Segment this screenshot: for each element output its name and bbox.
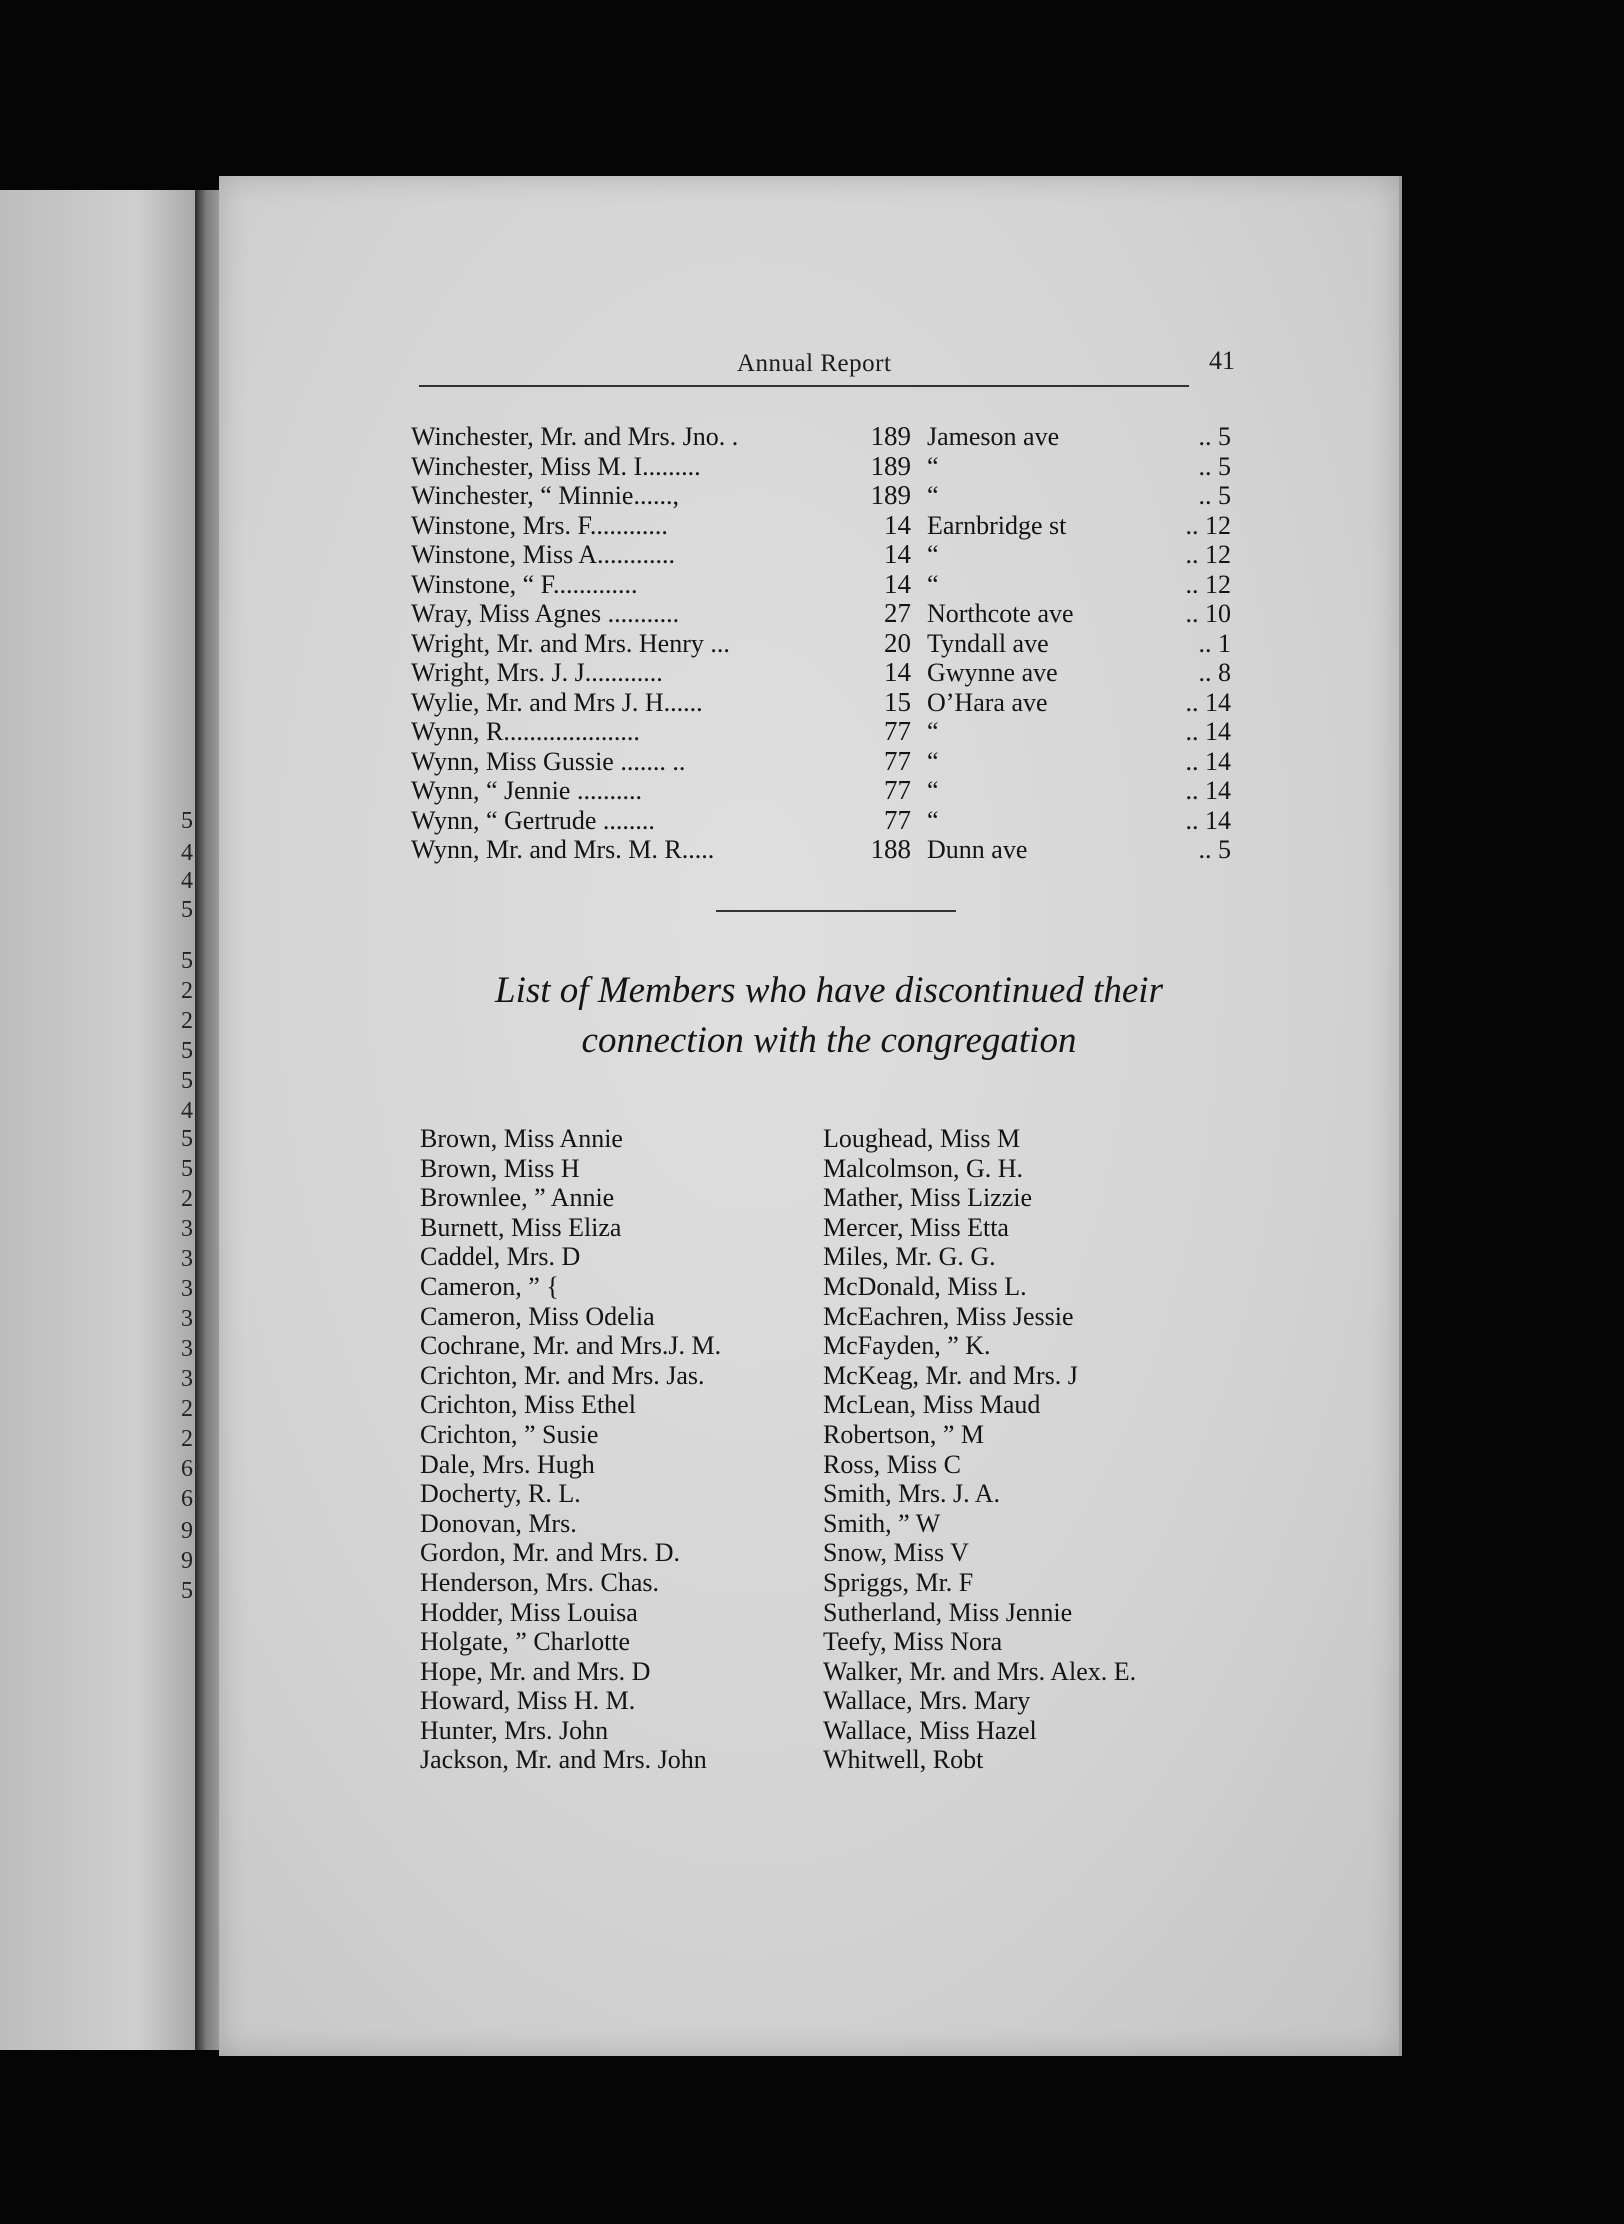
member-name: Wray, Miss Agnes ........... <box>411 599 680 628</box>
house-number: 27 <box>884 598 911 628</box>
discontinued-member: Ross, Miss C <box>823 1449 961 1479</box>
street-name: “ <box>927 481 939 510</box>
discontinued-member: McDonald, Miss L. <box>823 1271 1027 1301</box>
discontinued-member: Robertson, ” M <box>823 1419 985 1449</box>
house-number: 77 <box>884 804 911 835</box>
ward-number: .. 14 <box>1185 776 1231 805</box>
member-name: Winstone, “ F............. <box>411 569 638 599</box>
member-name: Winchester, Miss M. I......... <box>411 451 701 481</box>
ward-number: .. 8 <box>1198 658 1231 687</box>
member-name: Winchester, Mr. and Mrs. Jno. . <box>411 422 739 451</box>
facing-page-ward-digit: 3 <box>181 1216 193 1242</box>
ward-number: .. 14 <box>1185 805 1231 835</box>
discontinued-member: McKeag, Mr. and Mrs. J <box>823 1360 1078 1390</box>
section-title <box>369 966 1289 1066</box>
discontinued-member: Gordon, Mr. and Mrs. D. <box>420 1538 680 1568</box>
house-number: 77 <box>884 716 911 746</box>
member-name: Winstone, Mrs. F............ <box>411 510 668 540</box>
member-name: Winstone, Miss A............ <box>411 540 676 569</box>
member-name: Wylie, Mr. and Mrs J. H...... <box>411 687 703 717</box>
facing-page-ward-digit: 2 <box>181 1426 193 1452</box>
discontinued-member: Howard, Miss H. M. <box>420 1686 636 1716</box>
section-title-line: connection with the congregation <box>581 1020 1077 1061</box>
house-number: 188 <box>870 834 911 864</box>
ward-number: .. 14 <box>1185 717 1231 746</box>
house-number: 14 <box>884 509 911 540</box>
discontinued-member: Mercer, Miss Etta <box>823 1212 1009 1242</box>
section-title-line: List of Members who have discontinued their <box>495 970 1163 1011</box>
ward-number: .. 12 <box>1185 540 1231 569</box>
discontinued-member: Teefy, Miss Nora <box>823 1627 1003 1657</box>
member-name: Wynn, Miss Gussie ....... .. <box>411 746 686 776</box>
discontinued-member: Brown, Miss Annie <box>420 1124 623 1153</box>
member-entry <box>411 717 1271 747</box>
page-header <box>419 346 1239 390</box>
ward-number: .. 14 <box>1185 746 1231 776</box>
facing-page-ward-digit: 3 <box>181 1246 193 1272</box>
ward-number: .. 14 <box>1185 687 1231 717</box>
member-entry <box>411 776 1271 806</box>
facing-page-ward-digit: 3 <box>181 1276 193 1302</box>
member-entry <box>411 835 1271 865</box>
ward-number: .. 12 <box>1185 569 1231 599</box>
discontinued-member: Whitwell, Robt <box>823 1745 984 1775</box>
discontinued-member: Wallace, Mrs. Mary <box>823 1686 1031 1716</box>
discontinued-member: Jackson, Mr. and Mrs. John <box>420 1745 707 1775</box>
discontinued-member: Wallace, Miss Hazel <box>823 1715 1037 1745</box>
discontinued-member: McLean, Miss Maud <box>823 1390 1041 1420</box>
facing-page-ward-digit: 5 <box>181 1038 193 1064</box>
facing-page-ward-digit: 5 <box>181 808 193 834</box>
facing-page-ward-digit: 9 <box>181 1518 193 1544</box>
facing-page-ward-digit: 9 <box>181 1548 193 1574</box>
discontinued-list-left <box>420 1124 721 1775</box>
discontinued-member: Holgate, ” Charlotte <box>420 1627 631 1657</box>
street-name: O’Hara ave <box>927 687 1048 717</box>
discontinued-member: Brown, Miss H <box>420 1153 580 1183</box>
ward-number: .. 12 <box>1185 510 1231 540</box>
discontinued-member: Docherty, R. L. <box>420 1479 581 1509</box>
street-name: Northcote ave <box>927 599 1074 628</box>
facing-page-ward-digit: 4 <box>181 840 193 866</box>
facing-page-ward-digit: 2 <box>181 1396 193 1422</box>
discontinued-member: Brownlee, ” Annie <box>420 1183 615 1213</box>
house-number: 14 <box>884 568 911 599</box>
discontinued-member: Hunter, Mrs. John <box>420 1715 609 1745</box>
street-name: “ <box>927 540 939 569</box>
street-name: “ <box>927 805 939 835</box>
member-name: Wynn, R..................... <box>411 717 640 746</box>
discontinued-member: Cameron, ” { <box>420 1271 559 1301</box>
house-number: 15 <box>884 686 911 717</box>
member-entry <box>411 599 1271 629</box>
discontinued-member: Henderson, Mrs. Chas. <box>420 1567 660 1597</box>
discontinued-member: McFayden, ” K. <box>823 1331 991 1361</box>
facing-page-ward-digit: 3 <box>181 1366 193 1392</box>
discontinued-member: Spriggs, Mr. F <box>823 1567 974 1597</box>
house-number: 189 <box>870 480 911 510</box>
street-name: Tyndall ave <box>927 628 1049 658</box>
facing-page-ward-digit: 5 <box>181 1578 193 1604</box>
discontinued-member: Crichton, Mr. and Mrs. Jas. <box>420 1360 705 1390</box>
house-number: 14 <box>884 657 911 687</box>
document-page <box>219 176 1402 2056</box>
house-number: 14 <box>884 539 911 569</box>
street-name: Dunn ave <box>927 835 1028 864</box>
member-name: Wynn, “ Jennie .......... <box>411 776 642 805</box>
facing-page-ward-digit: 6 <box>181 1456 193 1482</box>
house-number: 189 <box>870 421 911 451</box>
member-name: Winchester, “ Minnie......, <box>411 481 679 510</box>
facing-page-ward-digit: 5 <box>181 1126 193 1152</box>
discontinued-member: Mather, Miss Lizzie <box>823 1183 1033 1213</box>
discontinued-member: Dale, Mrs. Hugh <box>420 1449 595 1479</box>
street-name: Earnbridge st <box>927 510 1067 540</box>
ward-number: .. 5 <box>1198 422 1231 451</box>
house-number: 77 <box>884 775 911 805</box>
header-rule <box>419 385 1189 387</box>
section-divider <box>716 910 956 912</box>
member-entry <box>411 481 1271 511</box>
street-name: “ <box>927 746 939 776</box>
discontinued-member: Hodder, Miss Louisa <box>420 1597 638 1627</box>
facing-page-ward-digit: 5 <box>181 1068 193 1094</box>
member-entry <box>411 658 1271 688</box>
facing-page-ward-digit: 2 <box>181 1008 193 1034</box>
discontinued-member: Smith, ” W <box>823 1508 941 1538</box>
discontinued-member: Smith, Mrs. J. A. <box>823 1479 1000 1509</box>
member-entry <box>411 540 1271 570</box>
member-entry <box>411 511 1271 541</box>
member-entry <box>411 422 1271 452</box>
discontinued-member: Crichton, ” Susie <box>420 1419 599 1449</box>
street-name: Jameson ave <box>927 422 1060 451</box>
street-name: “ <box>927 776 939 805</box>
street-name: “ <box>927 717 939 746</box>
discontinued-member: McEachren, Miss Jessie <box>823 1301 1074 1331</box>
discontinued-member: Cochrane, Mr. and Mrs.J. M. <box>420 1331 722 1361</box>
member-entry <box>411 806 1271 836</box>
facing-page-ward-digit: 5 <box>181 1156 193 1182</box>
member-name: Wright, Mr. and Mrs. Henry ... <box>411 628 730 658</box>
facing-page-ward-digit: 4 <box>181 868 193 894</box>
book-gutter <box>195 190 219 2050</box>
ward-number: .. 5 <box>1198 451 1231 481</box>
member-address-list <box>411 422 1271 865</box>
discontinued-member: Sutherland, Miss Jennie <box>823 1597 1073 1627</box>
running-title: Annual Report <box>737 350 892 377</box>
street-name: Gwynne ave <box>927 658 1058 687</box>
discontinued-list-right <box>823 1124 1136 1775</box>
street-name: “ <box>927 569 939 599</box>
street-name: “ <box>927 451 939 481</box>
discontinued-member: Cameron, Miss Odelia <box>420 1301 655 1331</box>
facing-page-ward-digit: 5 <box>181 897 193 923</box>
facing-page-edge <box>0 190 197 2050</box>
member-entry <box>411 570 1271 600</box>
discontinued-member: Malcolmson, G. H. <box>823 1153 1024 1183</box>
discontinued-member: Crichton, Miss Ethel <box>420 1390 636 1420</box>
discontinued-member: Loughead, Miss M <box>823 1124 1021 1153</box>
facing-page-ward-digit: 4 <box>181 1098 193 1124</box>
discontinued-member: Burnett, Miss Eliza <box>420 1212 622 1242</box>
facing-page-ward-digit: 2 <box>181 1186 193 1212</box>
member-entry <box>411 688 1271 718</box>
facing-page-ward-digit: 2 <box>181 978 193 1004</box>
ward-number: .. 1 <box>1198 628 1231 658</box>
member-entry <box>411 747 1271 777</box>
facing-page-ward-digit: 3 <box>181 1336 193 1362</box>
member-entry <box>411 629 1271 659</box>
member-name: Wright, Mrs. J. J............ <box>411 658 663 687</box>
facing-page-ward-digit: 3 <box>181 1306 193 1332</box>
discontinued-member: Donovan, Mrs. <box>420 1508 577 1538</box>
discontinued-member: Miles, Mr. G. G. <box>823 1242 996 1272</box>
house-number: 189 <box>870 450 911 481</box>
member-entry <box>411 452 1271 482</box>
ward-number: .. 5 <box>1198 835 1231 864</box>
discontinued-member: Snow, Miss V <box>823 1538 969 1568</box>
discontinued-member: Caddel, Mrs. D <box>420 1242 581 1272</box>
discontinued-member: Walker, Mr. and Mrs. Alex. E. <box>823 1656 1137 1686</box>
member-name: Wynn, “ Gertrude ........ <box>411 805 655 835</box>
ward-number: .. 10 <box>1185 599 1231 628</box>
page-number: 41 <box>1209 346 1235 375</box>
ward-number: .. 5 <box>1198 481 1231 510</box>
member-name: Wynn, Mr. and Mrs. M. R..... <box>411 835 715 864</box>
discontinued-member: Hope, Mr. and Mrs. D <box>420 1656 651 1686</box>
house-number: 20 <box>884 627 911 658</box>
facing-page-ward-digit: 6 <box>181 1486 193 1512</box>
house-number: 77 <box>884 745 911 776</box>
facing-page-ward-digit: 5 <box>181 948 193 974</box>
